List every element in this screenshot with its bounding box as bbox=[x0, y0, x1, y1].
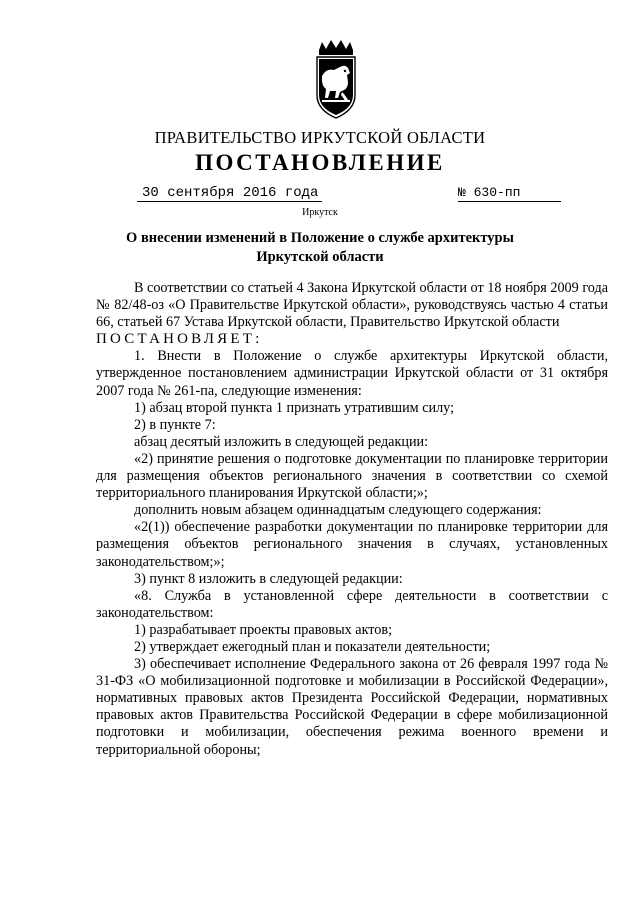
paragraph-10: 1) разрабатывает проекты правовых актов; bbox=[134, 621, 393, 638]
document-number-line bbox=[458, 185, 561, 202]
paragraph-12: 3) обеспечивает исполнение Федерального закона от 26 февраля 1997 года № 31-ФЗ «О мобилизационной подготовке и мобилизации в Российской Федерации», нормативных правовых актов Президента Российской Федерации, нормативных правовых актов Правительства Российской Федерации в сфере мобилизационной подготовки и мобилизации, обеспечения режима военного времени и территориальной обороны; bbox=[96, 656, 608, 758]
paragraph-5: «2) принятие решения о подготовке документации по планировке территории для размещения объектов регионального значения в соответствии со схемой территориального планирования Иркутской области;»; bbox=[96, 450, 608, 502]
document-date: 30 сентября 2016 года bbox=[137, 185, 322, 202]
paragraph-11: 2) утверждает ежегодный план и показатели деятельности; bbox=[134, 638, 491, 655]
paragraph-7: «2(1)) обеспечение разработки документации по планировке территории для размещения объектов регионального значения в случаях, установленных законодательством;»; bbox=[96, 519, 608, 570]
document-subject bbox=[0, 229, 640, 267]
postanovlyaet-heading: ПОСТАНОВЛЯЕТ: bbox=[96, 331, 263, 348]
document-number: 630-пп bbox=[473, 185, 521, 200]
paragraph-1: 1. Внести в Положение о службе архитектуры Иркутской области, утвержденное постановлением администрации Иркутской области от 31 октября 2007 года № 261-па, следующие изменения: bbox=[96, 348, 608, 399]
paragraph-9: «8. Служба в установленной сфере деятельности в соответствии с законодательством: bbox=[96, 587, 608, 621]
government-name: ПРАВИТЕЛЬСТВО ИРКУТСКОЙ ОБЛАСТИ bbox=[154, 128, 486, 147]
document-type-title: ПОСТАНОВЛЕНИЕ bbox=[195, 150, 445, 175]
paragraph-3: 2) в пункте 7: bbox=[134, 416, 216, 433]
irkutsk-coat-of-arms-icon bbox=[312, 40, 360, 120]
document-city: Иркутск bbox=[302, 207, 338, 218]
subject-line-1: О внесении изменений в Положение о службе архитектуры bbox=[126, 230, 514, 246]
number-sign: № bbox=[458, 185, 466, 200]
preamble-paragraph: В соответствии со статьей 4 Закона Иркутской области от 18 ноября 2009 года № 82/48-оз «О Правительстве Иркутской области», руководствуясь частью 4 статьи 66, статьей 67 Устава Иркутской области, Правительство Иркутской области bbox=[96, 280, 608, 331]
paragraph-6: дополнить новым абзацем одиннадцатым следующего содержания: bbox=[134, 502, 542, 519]
document-body bbox=[96, 280, 608, 759]
paragraph-2: 1) абзац второй пункта 1 признать утратившим силу; bbox=[134, 399, 455, 416]
subject-line-2: Иркутской области bbox=[256, 249, 384, 265]
paragraph-8: 3) пункт 8 изложить в следующей редакции: bbox=[134, 570, 403, 587]
paragraph-4: абзац десятый изложить в следующей редакции: bbox=[134, 433, 429, 450]
